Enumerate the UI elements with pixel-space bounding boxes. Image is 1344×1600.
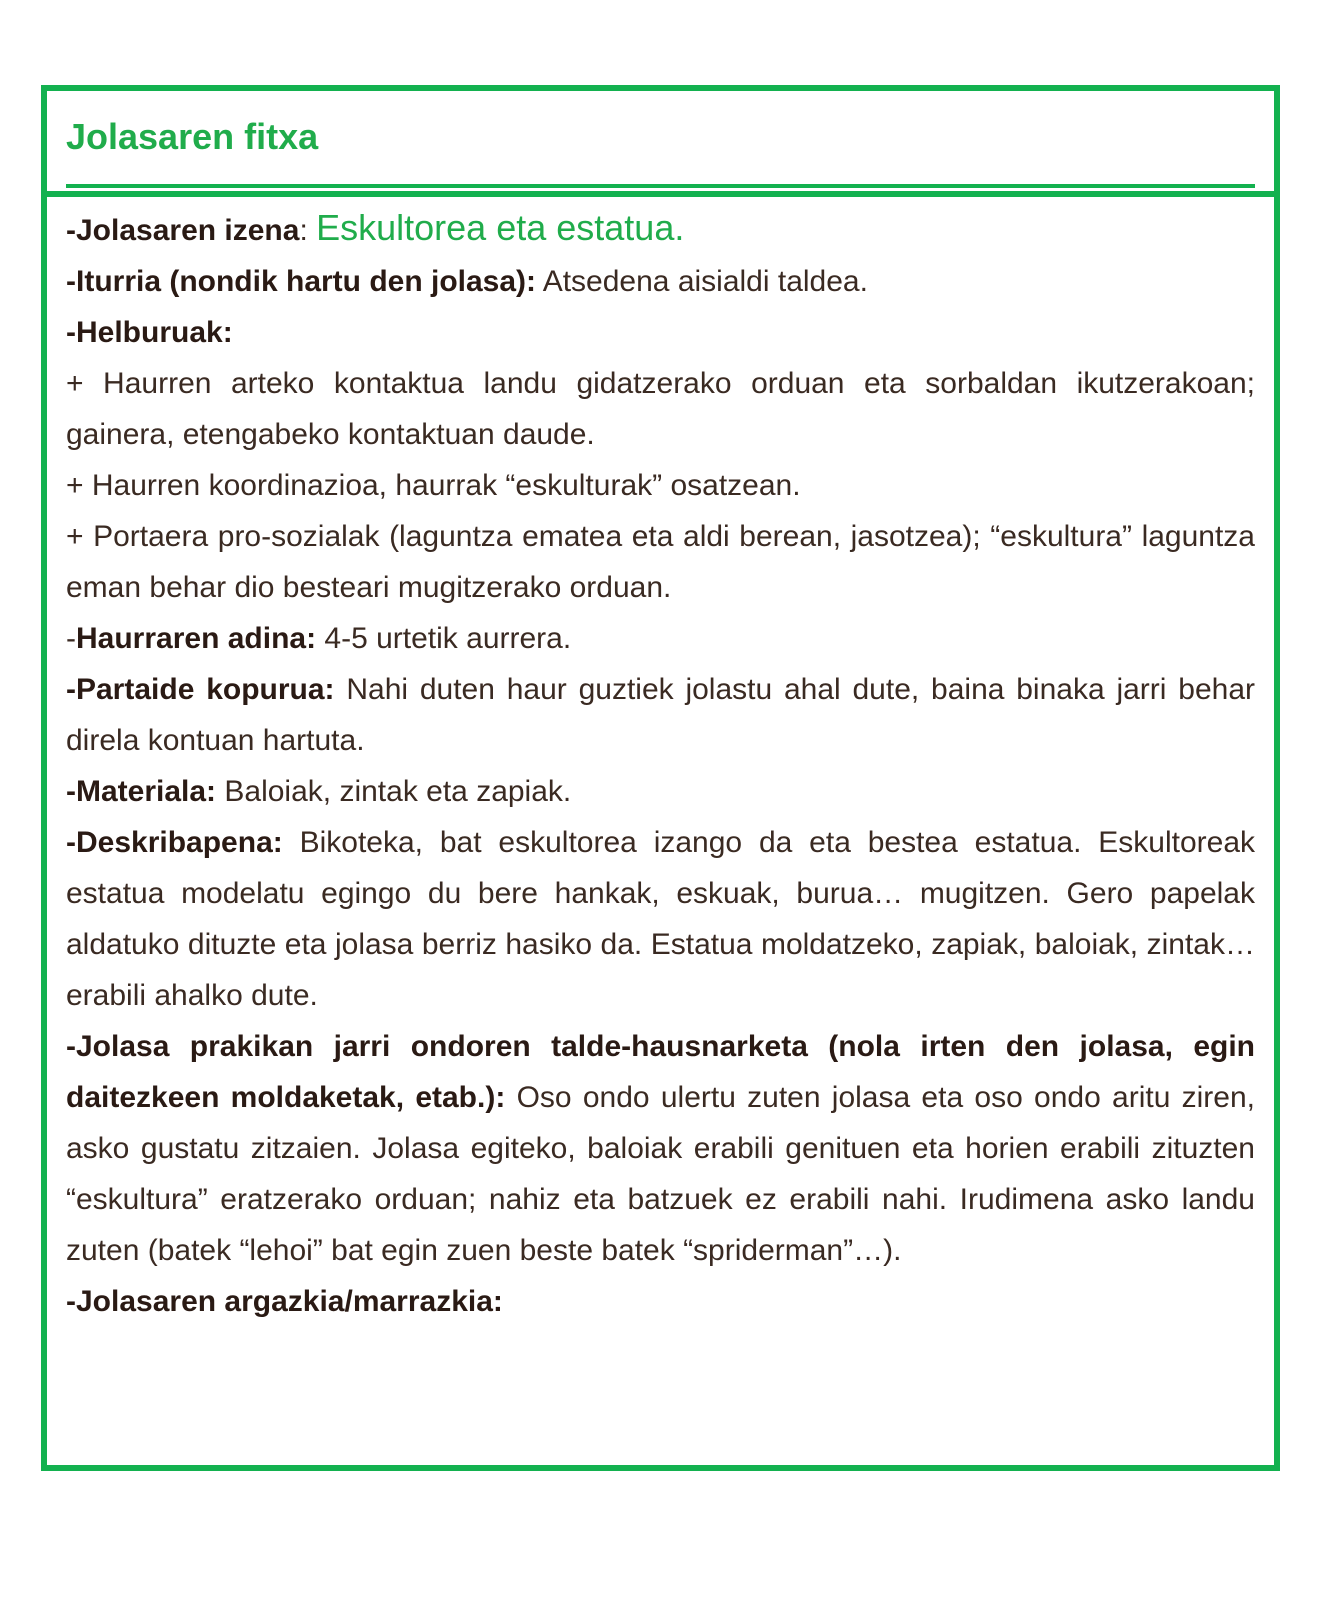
field-reflection [66,1021,1255,1276]
objective-item: + Portaera pro-sozialak (laguntza ematea eta aldi berean, jasotzea); “eskultura” laguntza eman behar dio besteari mugitzerako orduan. [66,520,1255,604]
card-body [66,202,1255,1327]
field-description [66,817,1255,1021]
field-label: -Iturria (nondik hartu den jolasa): [66,265,537,298]
field-label: -Partaide kopurua: [66,673,335,706]
field-age [66,613,1255,664]
field-game-name [66,202,1255,256]
field-source [66,256,1255,307]
field-separator: : [299,214,317,247]
field-label: -Jolasaren argazkia/marrazkia: [66,1285,503,1318]
field-label: -Jolasaren izena [66,214,300,247]
field-prefix: - [66,622,76,655]
game-sheet-card [41,85,1280,1471]
field-material [66,766,1255,817]
field-label: -Deskribapena: [66,826,283,859]
field-participants [66,664,1255,766]
field-value: Bikoteka, bat eskultorea izango da eta bestea estatua. Eskultoreak estatua modelatu egingo du bere hankak, eskuak, burua… mugitzen. Gero papelak aldatuko dituzte eta jolasa berriz hasiko da. Estatua moldatzeko, zapiak, baloiak, zintak…erabili ahalko dute. [66,826,1255,1012]
field-value: 4-5 urtetik aurrera. [316,622,572,655]
field-label: Haurraren adina: [76,622,317,655]
field-objectives [66,307,1255,358]
header-underline [66,184,1255,188]
field-photo [66,1276,1255,1327]
field-value: Baloiak, zintak eta zapiak. [216,775,572,808]
field-label: -Materiala: [66,775,217,808]
field-value: Atsedena aisialdi taldea. [536,265,868,298]
field-value: Nahi duten haur guztiek jolastu ahal dute, baina binaka jarri behar direla kontuan hartuta. [66,673,1255,757]
objective-item: + Haurren arteko kontaktua landu gidatzerako orduan eta sorbaldan ikutzerakoan; gainera, etengabeko kontaktuan daude. [66,367,1255,451]
card-title: Jolasaren fitxa [66,116,319,157]
section-divider [47,191,1274,197]
field-value: Oso ondo ulertu zuten jolasa eta oso ondo aritu ziren, asko gustatu zitzaien. Jolasa egiteko, baloiak erabili genituen eta horien erabili zituzten “eskultura” eratzerako orduan; nahiz eta batzuek ez erabili nahi. Irudimena asko landu zuten (batek “lehoi” bat egin zuen beste batek “spriderman”…). [66,1081,1255,1267]
field-label: -Helburuak: [66,316,233,349]
objective-item: + Haurren koordinazioa, haurrak “eskulturak” osatzean. [66,469,801,502]
field-label: -Jolasa prakikan jarri ondoren talde-hausnarketa (nola irten den jolasa, egin daitezkeen moldaketak, etab.): [66,1030,1255,1114]
card-header [47,91,1274,184]
game-name-value: Eskultorea eta estatua. [316,207,685,248]
